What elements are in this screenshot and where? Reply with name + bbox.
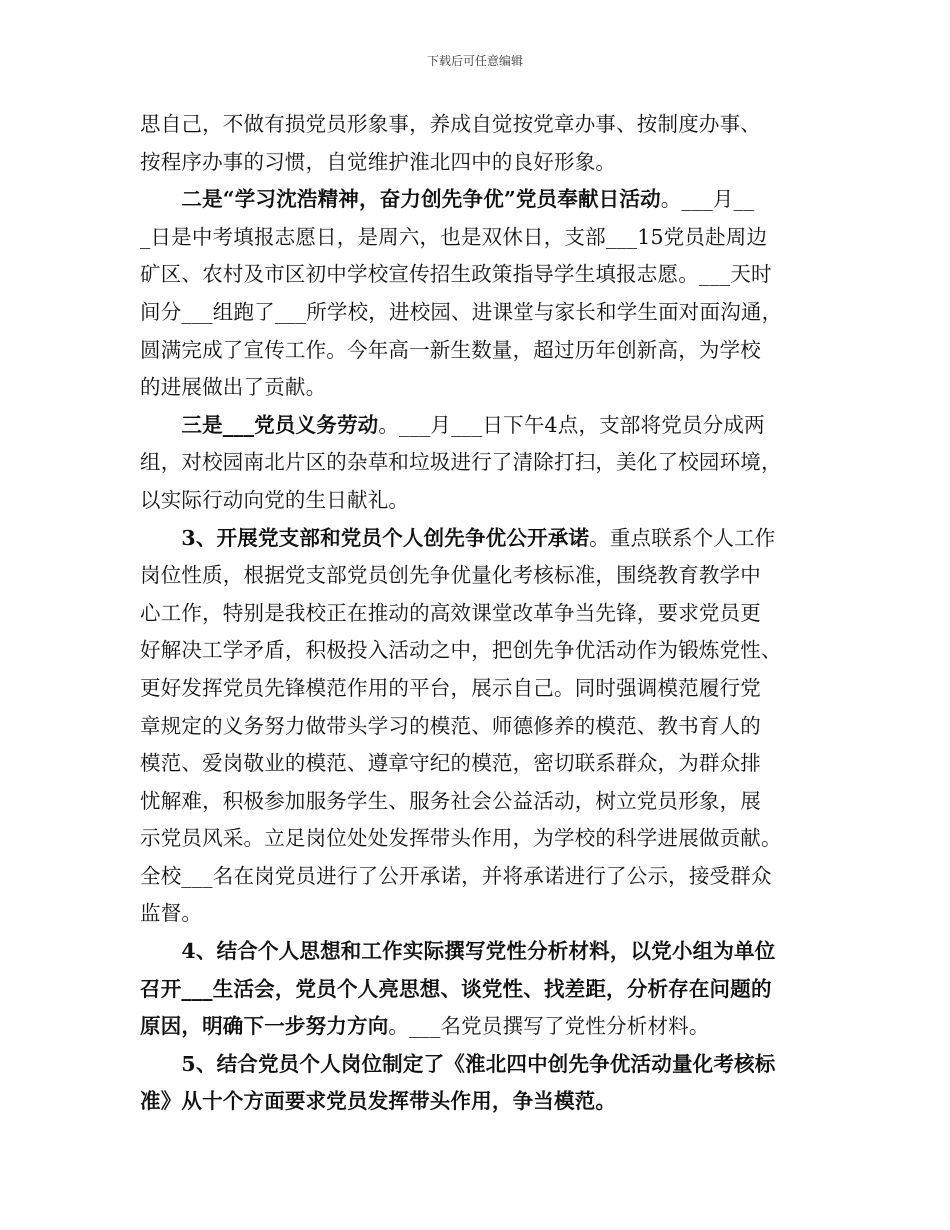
text-line: [140, 933, 822, 971]
bold-text: 召开___生活会，党员个人亮思想、谈党性、找差距，分析存在问题的: [140, 976, 772, 1001]
document-body: [140, 106, 822, 1121]
body-text: 示党员风采。立足岗位处处发挥带头作用，为学校的科学进展做贡献。: [140, 826, 782, 851]
text-line: [140, 858, 822, 896]
body-text: 按程序办事的习惯，自觉维护淮北四中的良好形象。: [140, 149, 617, 174]
bold-text: 原因，明确下一步努力方向: [140, 1014, 389, 1039]
text-line: [140, 181, 822, 219]
body-text: 模范、爱岗敬业的模范、遵章守纪的模范，密切联系群众，为群众排: [140, 751, 761, 776]
text-line: [140, 820, 822, 858]
body-text: 好解决工学矛盾，积极投入活动之中，把创先争优活动作为锻炼党性、: [140, 638, 782, 663]
page-header: 下载后可任意编辑: [426, 54, 523, 68]
bold-text: 5、结合党员个人岗位制定了《淮北四中创先争优活动量化考核标: [140, 1051, 776, 1076]
text-line: [140, 1008, 822, 1046]
body-text: 更好发挥党员先锋模范作用的平台，展示自己。同时强调模范履行党: [140, 675, 761, 700]
text-line: [140, 971, 822, 1009]
body-text: 以实际行动向党的生日献礼。: [140, 487, 410, 512]
body-text: 组，对校园南北片区的杂草和垃圾进行了清除打扫，美化了校园环境，: [140, 450, 782, 475]
body-text: 心工作，特别是我校正在推动的高效课堂改革争当先锋，要求党员更: [140, 600, 761, 625]
body-text: 章规定的义务努力做带头学习的模范、师德修养的模范、教书育人的: [140, 713, 761, 738]
text-line: [140, 595, 822, 633]
bold-text: 准》从十个方面要求党员发挥带头作用，争当模范。: [140, 1089, 617, 1114]
body-text: 间分___组跑了___所学校，进校园、进课堂与家长和学生面对面沟通，: [140, 299, 783, 324]
text-line: [140, 783, 822, 821]
bold-text: 三是___党员义务劳动: [140, 412, 379, 437]
bold-text: 3、开展党支部和党员个人创先争优公开承诺: [140, 525, 590, 550]
text-line: [140, 632, 822, 670]
text-line: [140, 557, 822, 595]
body-text: 。___名党员撰写了党性分析材料。: [388, 1014, 710, 1039]
text-line: [140, 1083, 822, 1121]
text-line: [140, 106, 822, 144]
body-text: _日是中考填报志愿日，是周六，也是双休日，支部___15党员赴周边: [140, 224, 768, 249]
text-line: [140, 407, 822, 445]
body-text: 岗位性质，根据党支部党员创先争优量化考核标准，围绕教育教学中: [140, 563, 761, 588]
body-text: 监督。: [140, 901, 203, 926]
bold-text: 二是“学习沈浩精神，奋力创先争优”党员奉献日活动: [140, 187, 661, 212]
body-text: 。重点联系个人工作: [589, 525, 776, 550]
body-text: 。___月___日下午4点，支部将党员分成两: [378, 412, 765, 437]
text-line: [140, 369, 822, 407]
text-line: [140, 144, 822, 182]
body-text: 思自己，不做有损党员形象事，养成自觉按党章办事、按制度办事、: [140, 112, 761, 136]
bold-text: 4、结合个人思想和工作实际撰写党性分析材料，以党小组为单位: [140, 939, 776, 964]
body-text: 忧解难，积极参加服务学生、服务社会公益活动，树立党员形象，展: [140, 788, 761, 813]
text-line: [140, 708, 822, 746]
body-text: 圆满完成了宣传工作。今年高一新生数量，超过历年创新高，为学校: [140, 337, 761, 362]
body-text: 矿区、农村及市区初中学校宣传招生政策指导学生填报志愿。___天时: [140, 262, 772, 287]
text-line: [140, 444, 822, 482]
text-line: [140, 1046, 822, 1084]
text-line: [140, 332, 822, 370]
body-text: 。___月__: [660, 187, 755, 212]
body-text: 全校___名在岗党员进行了公开承诺，并将承诺进行了公示，接受群众: [140, 863, 772, 888]
body-text: 的进展做出了贡献。: [140, 375, 327, 400]
text-line: [140, 895, 822, 933]
text-line: [140, 745, 822, 783]
text-line: [140, 256, 822, 294]
text-line: [140, 670, 822, 708]
text-line: [140, 482, 822, 520]
text-line: [140, 294, 822, 332]
text-line: [140, 219, 822, 257]
text-line: [140, 520, 822, 558]
